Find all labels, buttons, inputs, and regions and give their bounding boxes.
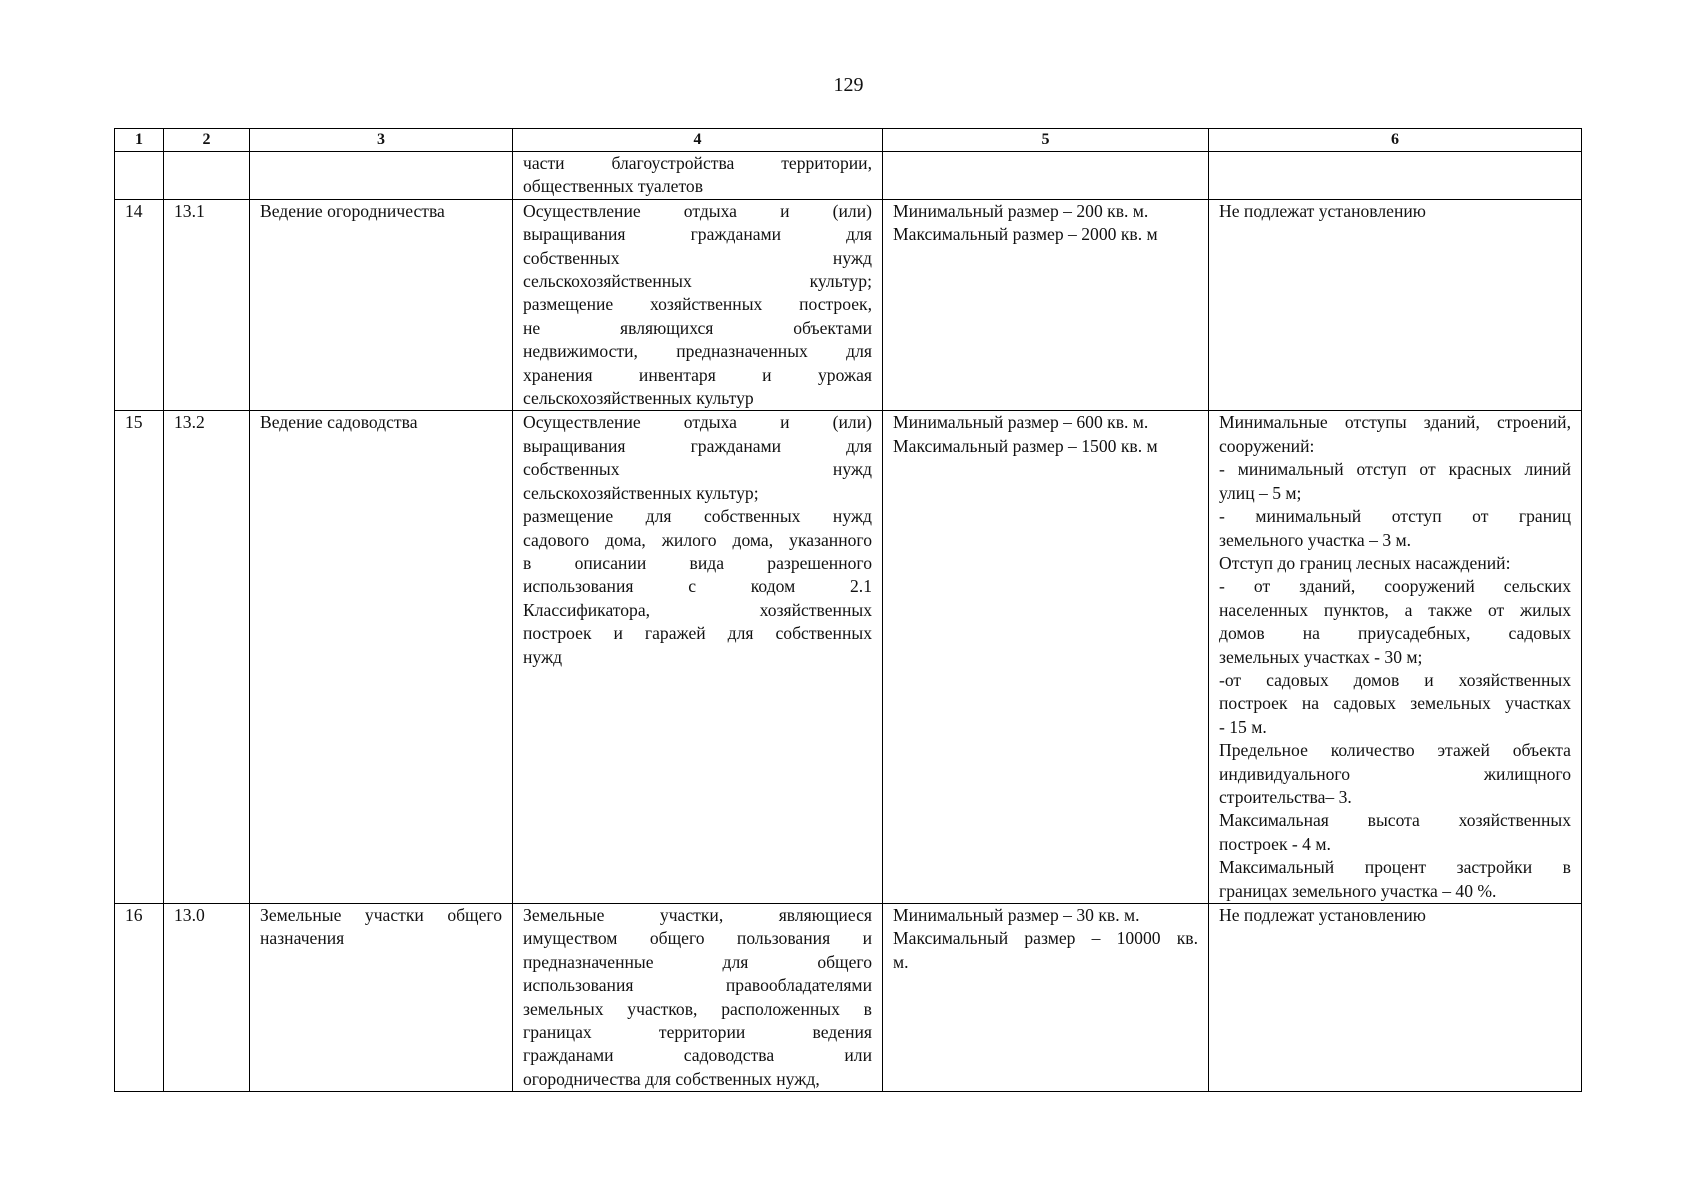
description-line: Осуществление отдыха и (или) <box>523 200 872 221</box>
table-row-continuation <box>115 152 1582 200</box>
cell-name <box>250 904 513 1092</box>
cell-num: 15 <box>115 411 164 904</box>
cell-size <box>883 152 1209 200</box>
cell-size <box>883 904 1209 1092</box>
cell-num: 14 <box>115 199 164 411</box>
params-line: земельных участках - 30 м; <box>1219 646 1423 667</box>
cell-description <box>513 904 883 1092</box>
size-line: Максимальный размер – 10000 кв. <box>893 928 1198 949</box>
cell-code: 13.2 <box>164 411 250 904</box>
params-line: населенных пунктов, а также от жилых <box>1219 599 1571 620</box>
params-line: домов на приусадебных, садовых <box>1219 623 1571 644</box>
header-col-1: 1 <box>115 129 164 152</box>
description-line: выращивания гражданами для <box>523 224 872 245</box>
params-line: Отступ до границ лесных насаждений: <box>1219 552 1511 573</box>
params-line: строительства– 3. <box>1219 786 1352 807</box>
description-line: недвижимости, предназначенных для <box>523 341 872 362</box>
table-row <box>115 199 1582 411</box>
description-line: части благоустройства территории, <box>523 153 872 173</box>
params-line: улиц – 5 м; <box>1219 482 1302 503</box>
cell-description <box>513 199 883 411</box>
cell-code <box>164 152 250 200</box>
header-row <box>115 129 1582 152</box>
header-col-5: 5 <box>883 129 1209 152</box>
cell-name: Ведение огородничества <box>250 199 513 411</box>
description-line: гражданами садоводства или <box>523 1045 872 1066</box>
size-line: Максимальный размер – 1500 кв. м <box>893 435 1158 456</box>
params-line: - минимальный отступ от границ <box>1219 506 1571 527</box>
header-col-3: 3 <box>250 129 513 152</box>
params-line: Предельное количество этажей объекта <box>1219 740 1571 761</box>
params-line: сооружений: <box>1219 435 1315 456</box>
description-line: сельскохозяйственных культур; <box>523 271 872 292</box>
description-line: выращивания гражданами для <box>523 435 872 456</box>
params-line: границах земельного участка – 40 %. <box>1219 880 1497 901</box>
description-line: имуществом общего пользования и <box>523 928 872 949</box>
cell-code: 13.0 <box>164 904 250 1092</box>
description-line: Осуществление отдыха и (или) <box>523 412 872 433</box>
name-line: Земельные участки общего <box>260 905 502 925</box>
description-line: сельскохозяйственных культур <box>523 388 754 409</box>
description-line: не являющихся объектами <box>523 317 872 338</box>
description-line: сельскохозяйственных культур; <box>523 482 759 503</box>
cell-description <box>513 152 883 200</box>
cell-num <box>115 152 164 200</box>
params-line: - 15 м. <box>1219 716 1267 737</box>
description-line: Классификатора, хозяйственных <box>523 599 872 620</box>
description-line: Земельные участки, являющиеся <box>523 905 872 925</box>
description-line: огородничества для собственных нужд, <box>523 1068 820 1089</box>
size-line: Максимальный размер – 2000 кв. м <box>893 224 1158 245</box>
description-line: размещение хозяйственных построек, <box>523 294 872 315</box>
cell-size <box>883 199 1209 411</box>
params-line: - от зданий, сооружений сельских <box>1219 576 1571 597</box>
description-line: нужд <box>523 646 563 667</box>
description-line: земельных участков, расположенных в <box>523 998 872 1019</box>
name-line: назначения <box>260 928 345 949</box>
params-line: Максимальная высота хозяйственных <box>1219 810 1571 831</box>
cell-description <box>513 411 883 904</box>
page-number: 129 <box>833 74 864 96</box>
header-col-4: 4 <box>513 129 883 152</box>
params-line: построек - 4 м. <box>1219 833 1331 854</box>
params-line: построек на садовых земельных участках <box>1219 693 1571 714</box>
cell-name <box>250 152 513 200</box>
params-line: Не подлежат установлению <box>1219 200 1426 221</box>
size-line: Минимальный размер – 600 кв. м. <box>893 412 1149 433</box>
cell-params <box>1209 904 1582 1092</box>
header-col-2: 2 <box>164 129 250 152</box>
cell-code: 13.1 <box>164 199 250 411</box>
header-col-6: 6 <box>1209 129 1582 152</box>
description-line: границах территории ведения <box>523 1022 872 1043</box>
description-line: использования правообладателями <box>523 975 872 996</box>
description-line: в описании вида разрешенного <box>523 552 872 573</box>
params-line: Минимальные отступы зданий, строений, <box>1219 412 1571 433</box>
params-line: земельного участка – 3 м. <box>1219 529 1412 550</box>
params-line: Максимальный процент застройки в <box>1219 857 1571 878</box>
land-use-table <box>114 128 1582 1092</box>
params-line: - минимальный отступ от красных линий <box>1219 459 1571 480</box>
description-line: размещение для собственных нужд <box>523 506 872 527</box>
description-line: общественных туалетов <box>523 176 704 197</box>
table-row <box>115 411 1582 904</box>
size-line: Минимальный размер – 200 кв. м. <box>893 200 1149 221</box>
description-line: собственных нужд <box>523 459 872 480</box>
size-line: Минимальный размер – 30 кв. м. <box>893 905 1140 925</box>
description-line: предназначенные для общего <box>523 951 872 972</box>
cell-params <box>1209 199 1582 411</box>
description-line: хранения инвентаря и урожая <box>523 364 872 385</box>
description-line: садового дома, жилого дома, указанного <box>523 529 872 550</box>
description-line: использования с кодом 2.1 <box>523 576 872 597</box>
cell-params <box>1209 411 1582 904</box>
table-row <box>115 904 1582 1092</box>
params-line: -от садовых домов и хозяйственных <box>1219 669 1571 690</box>
params-line: индивидуального жилищного <box>1219 763 1571 784</box>
size-line: м. <box>893 951 909 972</box>
description-line: построек и гаражей для собственных <box>523 623 872 644</box>
cell-name: Ведение садоводства <box>250 411 513 904</box>
description-line: собственных нужд <box>523 247 872 268</box>
params-line: Не подлежат установлению <box>1219 905 1426 925</box>
cell-params <box>1209 152 1582 200</box>
cell-num: 16 <box>115 904 164 1092</box>
cell-size <box>883 411 1209 904</box>
